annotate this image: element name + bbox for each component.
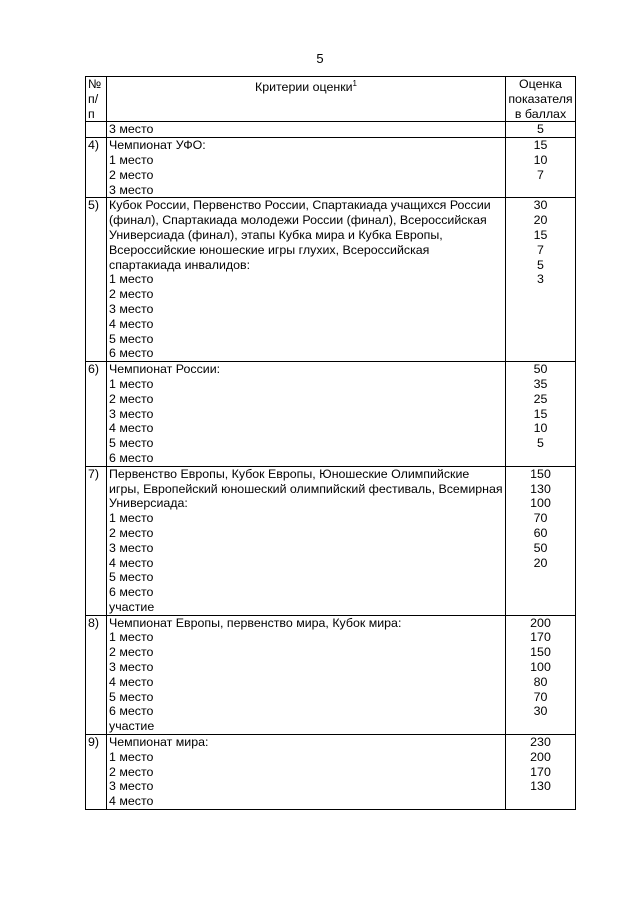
place-label: 1 место: [109, 272, 154, 287]
score-value: 35: [533, 376, 548, 391]
place-label: 3 место: [109, 660, 154, 675]
place-label: 2 место: [109, 645, 154, 660]
score-value: 200: [530, 749, 551, 764]
criteria-cell: [107, 615, 506, 734]
place-label: 5 место: [109, 570, 154, 585]
score-cell: [506, 138, 576, 198]
place-label: 4 место: [109, 555, 154, 570]
score-value: 5: [537, 122, 544, 137]
row-number: 9): [86, 735, 107, 810]
table-header-row: [86, 77, 576, 122]
place-label: участие: [109, 599, 155, 614]
score-cell: [506, 615, 576, 734]
score-value: 25: [533, 391, 548, 406]
place-label: 1 место: [109, 630, 154, 645]
header-number: № п/п: [86, 77, 107, 122]
place-label: 4 место: [109, 794, 154, 809]
score-value: 7: [537, 167, 544, 182]
score-value: 10: [533, 421, 548, 436]
table-row: [86, 466, 576, 615]
table-row: [86, 362, 576, 467]
score-value: 150: [530, 466, 551, 481]
place-label: 1 место: [109, 749, 154, 764]
score-value: 5: [537, 436, 544, 451]
header-criteria-label: Критерии оценки: [254, 80, 353, 94]
row-number: 7): [86, 466, 107, 615]
score-cell: [506, 466, 576, 615]
criteria-cell: [107, 198, 506, 362]
criteria-cell: [107, 122, 506, 138]
criteria-cell: [107, 466, 506, 615]
score-value: 15: [533, 138, 548, 153]
score-value: 70: [533, 511, 548, 526]
score-value: 150: [530, 645, 551, 660]
row-number: [86, 122, 107, 138]
score-cell: [506, 735, 576, 810]
score-value: 20: [533, 555, 548, 570]
place-label: 2 место: [109, 391, 154, 406]
score-value: 30: [533, 198, 548, 213]
place-label: 4 место: [109, 316, 154, 331]
place-label: 3 место: [109, 122, 154, 137]
place-label: 4 место: [109, 421, 154, 436]
row-number: 4): [86, 138, 107, 198]
table-body: [86, 122, 576, 810]
criteria-cell: [107, 735, 506, 810]
score-value: 130: [530, 481, 551, 496]
score-value: 5: [537, 257, 544, 272]
place-label: 2 место: [109, 287, 154, 302]
score-value: 80: [533, 674, 548, 689]
place-label: 3 место: [109, 301, 154, 316]
row-number: 6): [86, 362, 107, 467]
place-label: 6 место: [109, 585, 154, 600]
score-value: 50: [533, 540, 548, 555]
score-value: 170: [530, 764, 551, 779]
score-cell: [506, 198, 576, 362]
place-label: 5 место: [109, 436, 154, 451]
score-value: 230: [530, 735, 551, 750]
competition-title: Чемпионат Европы, первенство мира, Кубок мира:: [109, 615, 402, 630]
place-label: 2 место: [109, 764, 154, 779]
score-value: 200: [530, 615, 551, 630]
place-label: 5 место: [109, 331, 154, 346]
score-value: 70: [533, 689, 548, 704]
place-label: 6 место: [109, 346, 154, 361]
place-label: 3 место: [109, 182, 154, 197]
place-label: 2 место: [109, 167, 154, 182]
footnote-marker: 1: [352, 79, 357, 88]
score-value: 170: [530, 630, 551, 645]
place-label: 1 место: [109, 152, 154, 167]
table-row: [86, 122, 576, 138]
score-value: 50: [533, 362, 548, 377]
place-label: 6 место: [109, 704, 154, 719]
row-number: 8): [86, 615, 107, 734]
score-value: 10: [533, 152, 548, 167]
place-label: 3 место: [109, 540, 154, 555]
place-label: 3 место: [109, 779, 154, 794]
place-label: 2 место: [109, 525, 154, 540]
score-cell: [506, 122, 576, 138]
score-value: 130: [530, 779, 551, 794]
header-score: Оценка показателя в баллах: [506, 77, 576, 122]
place-label: 5 место: [109, 689, 154, 704]
place-label: 4 место: [109, 674, 154, 689]
score-value: 7: [537, 242, 544, 257]
place-label: участие: [109, 719, 155, 734]
score-cell: [506, 362, 576, 467]
place-label: 1 место: [109, 511, 154, 526]
criteria-cell: [107, 362, 506, 467]
table-row: [86, 615, 576, 734]
table-row: [86, 198, 576, 362]
place-label: 1 место: [109, 376, 154, 391]
criteria-cell: [107, 138, 506, 198]
place-label: 6 место: [109, 450, 154, 465]
table-row: [86, 735, 576, 810]
row-number: 5): [86, 198, 107, 362]
place-label: 3 место: [109, 406, 154, 421]
competition-title: Чемпионат УФО:: [109, 138, 206, 153]
score-value: 60: [533, 525, 548, 540]
score-value: 3: [537, 272, 544, 287]
table-row: [86, 138, 576, 198]
score-value: 15: [533, 227, 548, 242]
competition-title: Кубок России, Первенство России, Спартакиада учащихся России (финал), Спартакиада молодежи России (финал), Всероссийская Универсиада (финал), этапы Кубка мира и Кубка Европы, Всероссийские юношеские игры глухих, Всероссийская спартакиада инвалидов:: [109, 198, 491, 272]
score-value: 30: [533, 704, 548, 719]
score-value: 20: [533, 213, 548, 228]
criteria-table: [85, 76, 576, 810]
competition-title: Первенство Европы, Кубок Европы, Юношеские Олимпийские игры, Европейский юношеский олимпийский фестиваль, Всемирная Универсиада:: [109, 466, 503, 511]
score-value: 100: [530, 496, 551, 511]
header-criteria: [107, 77, 506, 122]
score-value: 15: [533, 406, 548, 421]
page-number: 5: [316, 51, 324, 66]
competition-title: Чемпионат мира:: [109, 735, 209, 750]
competition-title: Чемпионат России:: [109, 362, 221, 377]
score-value: 100: [530, 660, 551, 675]
